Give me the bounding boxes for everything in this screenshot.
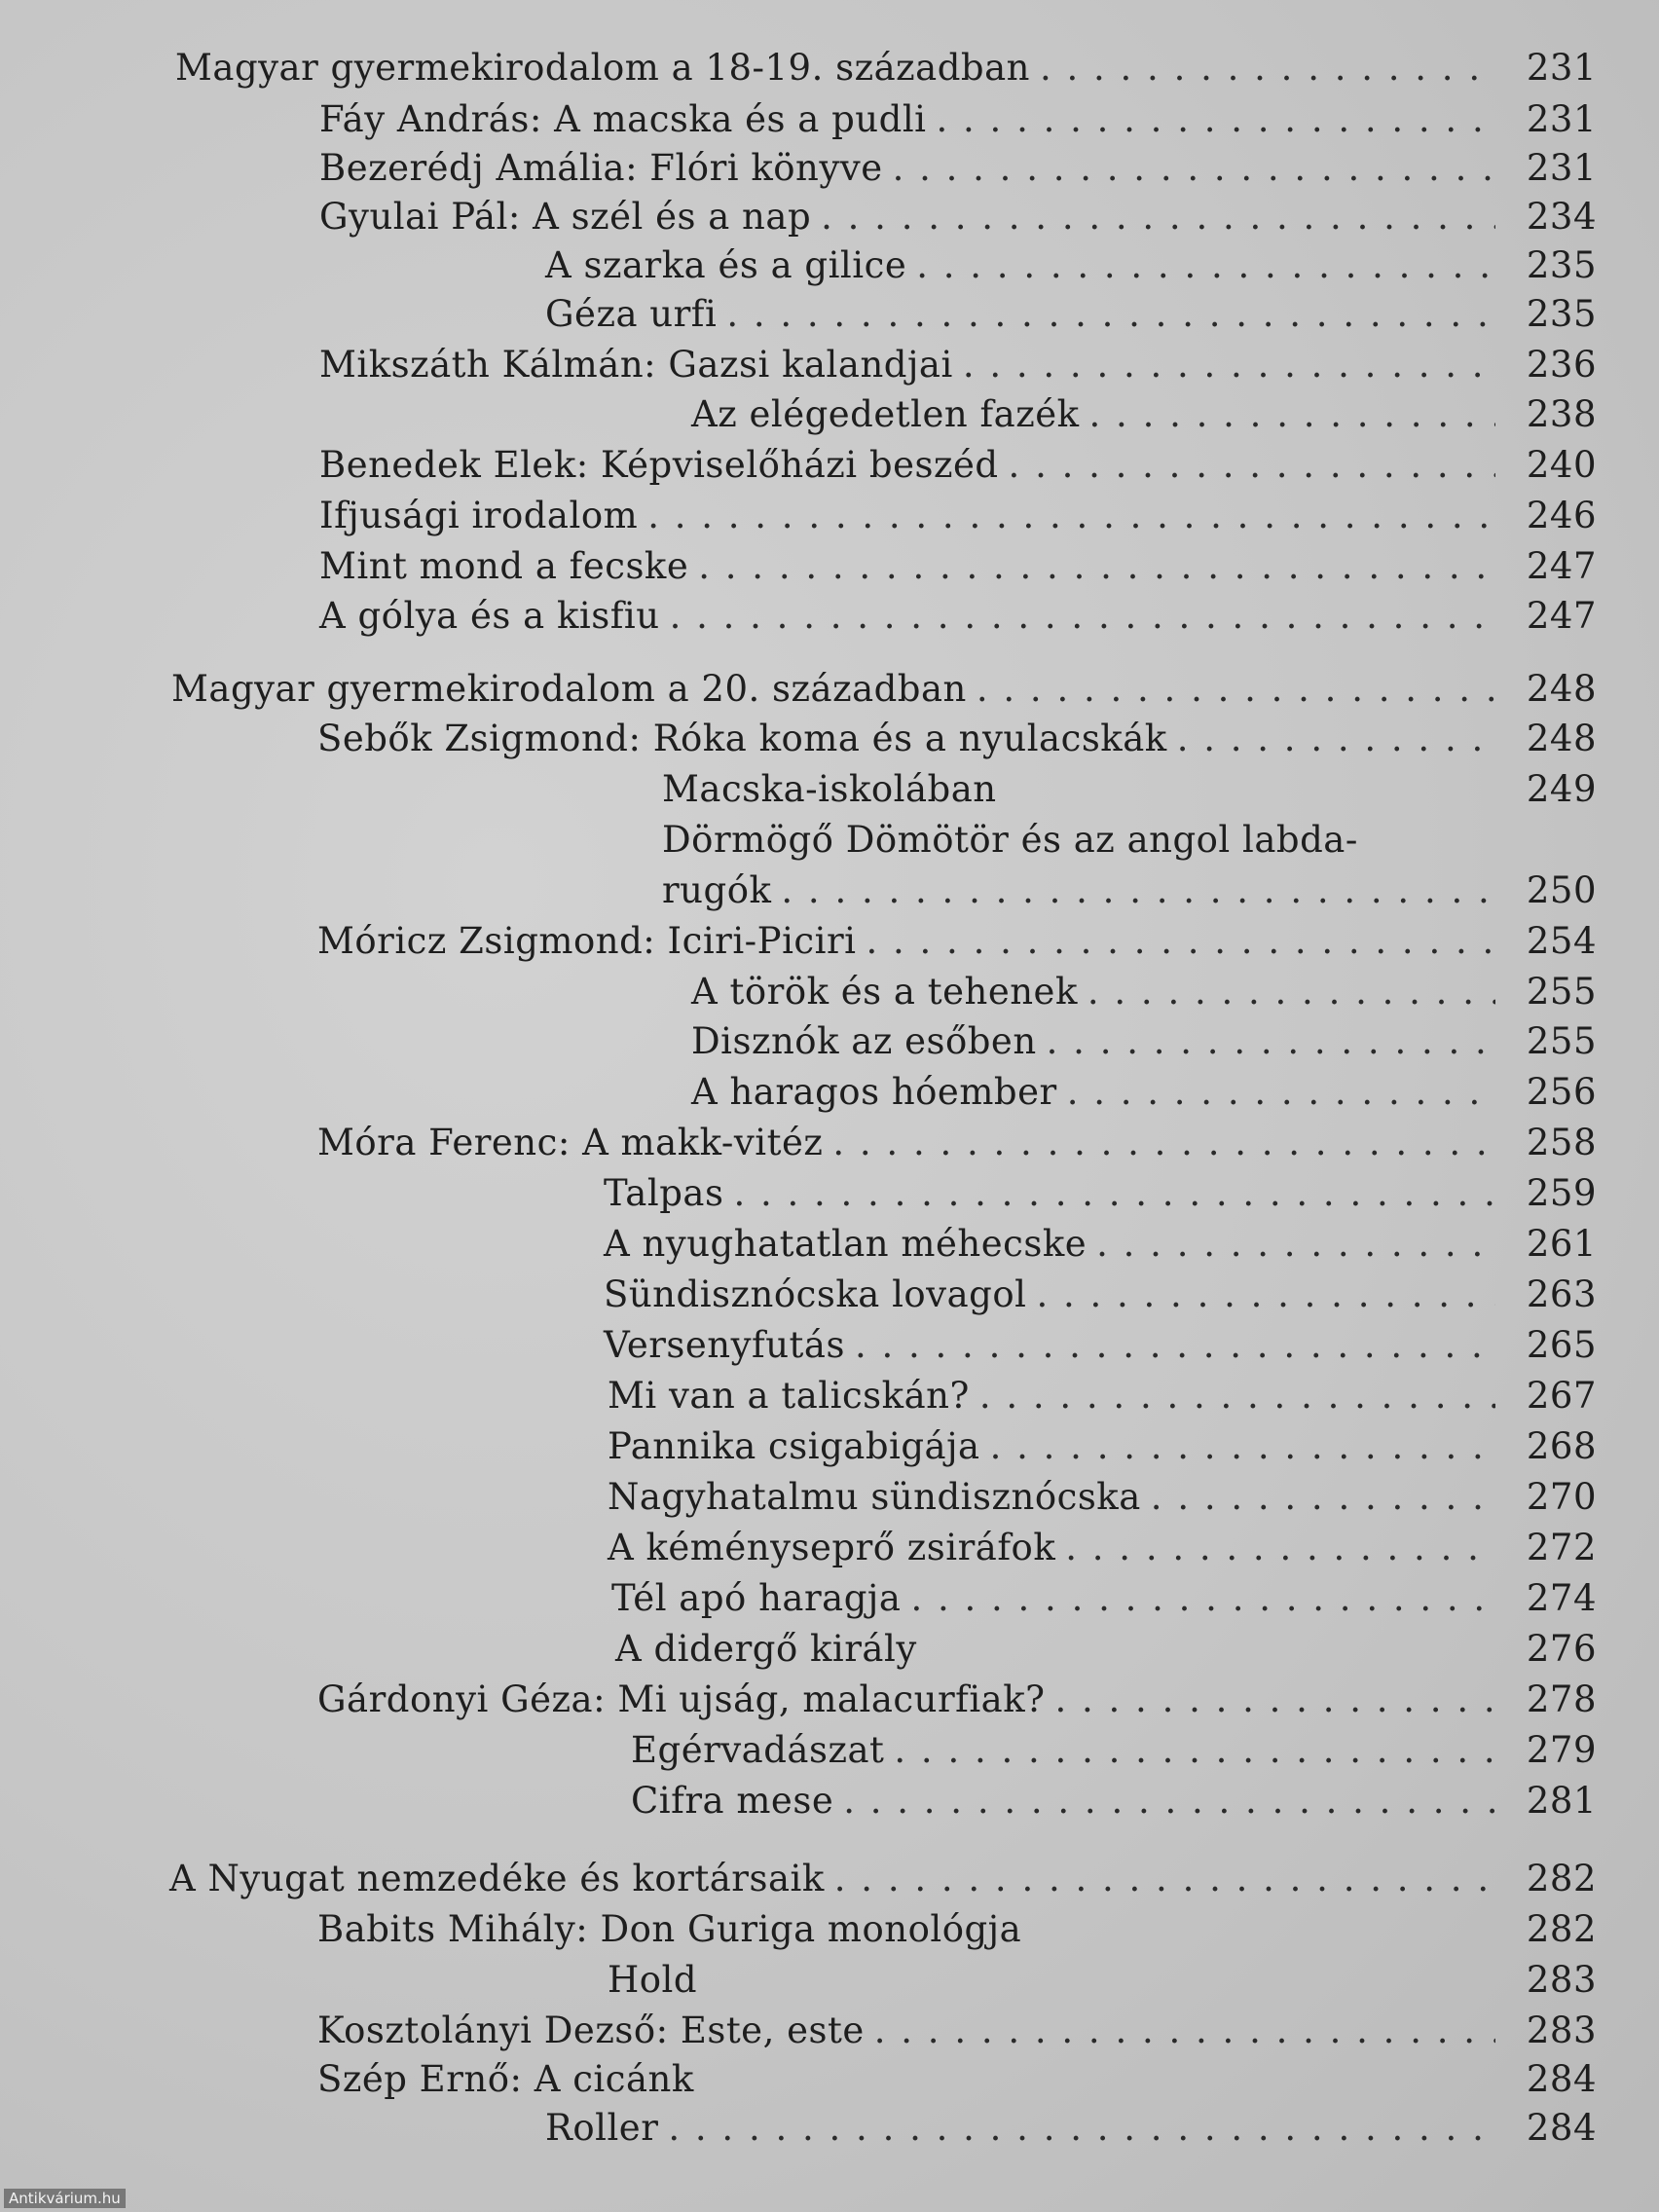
toc-entry xyxy=(0,393,1597,444)
toc-entry-title: Ifjusági irodalom xyxy=(319,495,639,536)
dot-leader xyxy=(1065,1527,1495,1568)
watermark: Antikvárium.hu xyxy=(4,2189,126,2208)
toc-entry xyxy=(0,2058,1597,2109)
toc-entry xyxy=(0,196,1597,246)
toc-entry xyxy=(0,444,1597,495)
toc-entry-title: Talpas xyxy=(604,1172,724,1214)
dot-leader xyxy=(843,1780,1495,1822)
dot-leader xyxy=(698,545,1495,587)
toc-entry-page: 238 xyxy=(1526,393,1597,435)
toc-entry-title: Pannika csigabigája xyxy=(608,1425,980,1467)
toc-entry xyxy=(0,1223,1597,1273)
toc-entry-page: 278 xyxy=(1526,1678,1597,1720)
toc-entry xyxy=(0,2107,1597,2157)
dot-leader xyxy=(874,2009,1495,2051)
toc-entry xyxy=(0,1678,1597,1729)
toc-entry-title: A haragos hóember xyxy=(691,1071,1057,1113)
toc-entry-page: 249 xyxy=(1526,768,1597,810)
toc-entry-page: 234 xyxy=(1526,196,1597,238)
toc-entry-page: 258 xyxy=(1526,1122,1597,1163)
toc-entry-page: 248 xyxy=(1526,718,1597,759)
dot-leader xyxy=(834,1858,1495,1899)
toc-entry xyxy=(0,1959,1597,2009)
toc-entry-page: 279 xyxy=(1526,1729,1597,1771)
toc-entry-title: A török és a tehenek xyxy=(691,971,1078,1013)
toc-entry-page: 246 xyxy=(1526,495,1597,536)
toc-entry xyxy=(0,545,1597,596)
dot-leader xyxy=(894,1729,1495,1771)
toc-entry-title: Móricz Zsigmond: Iciri-Piciri xyxy=(317,920,857,962)
dot-leader xyxy=(990,1425,1495,1467)
toc-entry-title: Sebők Zsigmond: Róka koma és a nyulacskák xyxy=(317,718,1167,759)
toc-entry-title: A nyughatatlan méhecske xyxy=(604,1223,1088,1265)
toc-entry-page: 256 xyxy=(1526,1071,1597,1113)
toc-entry-page: 247 xyxy=(1526,595,1597,637)
toc-entry-title: Gárdonyi Géza: Mi ujság, malacurfiak? xyxy=(317,1678,1046,1720)
toc-entry xyxy=(0,1273,1597,1324)
toc-entry-title: Versenyfutás xyxy=(604,1324,845,1366)
toc-entry xyxy=(0,1425,1597,1476)
toc-entry xyxy=(0,495,1597,545)
dot-leader xyxy=(1036,1273,1495,1315)
toc-entry xyxy=(0,971,1597,1021)
toc-entry-page: 261 xyxy=(1526,1223,1597,1265)
toc-entry xyxy=(0,1780,1597,1830)
toc-entry-title: A didergő király xyxy=(615,1628,917,1670)
dot-leader xyxy=(726,293,1495,335)
toc-entry-page: 235 xyxy=(1526,293,1597,335)
toc-entry-page: 231 xyxy=(1526,147,1597,189)
toc-entry xyxy=(0,920,1597,971)
dot-leader xyxy=(979,1375,1495,1417)
dot-leader xyxy=(1047,1020,1495,1062)
dot-leader xyxy=(1088,971,1495,1013)
dot-leader xyxy=(1040,47,1495,89)
toc-entry-title: Hold xyxy=(608,1959,698,2001)
toc-entry-title: Macska-iskolában xyxy=(662,768,997,810)
toc-entry-title: Szép Ernő: A cicánk xyxy=(317,2058,694,2100)
toc-entry-page: 254 xyxy=(1526,920,1597,962)
toc-entry-page: 276 xyxy=(1526,1628,1597,1670)
toc-entry-page: 231 xyxy=(1526,47,1597,89)
toc-entry-title: A gólya és a kisfiu xyxy=(319,595,660,637)
toc-entry-title: Dörmögő Dömötör és az angol labda- xyxy=(662,819,1358,861)
toc-entry xyxy=(0,1324,1597,1375)
toc-entry xyxy=(0,1577,1597,1628)
dot-leader xyxy=(1009,444,1495,486)
toc-entry xyxy=(0,1020,1597,1071)
dot-leader xyxy=(647,495,1495,536)
toc-entry-page: 255 xyxy=(1526,1020,1597,1062)
toc-entry-title: A Nyugat nemzedéke és kortársaik xyxy=(169,1858,825,1899)
toc-entry xyxy=(0,718,1597,768)
toc-entry xyxy=(0,819,1597,869)
toc-entry-title: Babits Mihály: Don Guriga monológja xyxy=(317,1908,1022,1950)
toc-entry-page: 274 xyxy=(1526,1577,1597,1619)
toc-entry-page: 268 xyxy=(1526,1425,1597,1467)
toc-entry-title: Bezerédj Amália: Flóri könyve xyxy=(319,147,883,189)
toc-entry-page: 235 xyxy=(1526,244,1597,286)
toc-entry-title: Sündisznócska lovagol xyxy=(604,1273,1027,1315)
toc-entry xyxy=(0,1172,1597,1223)
toc-entry xyxy=(0,293,1597,344)
toc-entry-title: Móra Ferenc: A makk-vitéz xyxy=(317,1122,824,1163)
toc-entry-title: Roller xyxy=(545,2107,659,2149)
dot-leader xyxy=(1089,393,1495,435)
toc-entry-page: 259 xyxy=(1526,1172,1597,1214)
toc-entry-title: Mint mond a fecske xyxy=(319,545,689,587)
dot-leader xyxy=(937,98,1496,140)
dot-leader xyxy=(733,1172,1495,1214)
toc-entry xyxy=(0,1476,1597,1527)
toc-entry xyxy=(0,1122,1597,1172)
toc-entry-page: 247 xyxy=(1526,545,1597,587)
toc-entry-page: 250 xyxy=(1526,869,1597,911)
toc-entry-page: 282 xyxy=(1526,1858,1597,1899)
toc-entry-title: Tél apó haragja xyxy=(611,1577,902,1619)
dot-leader xyxy=(1067,1071,1495,1113)
dot-leader xyxy=(1151,1476,1495,1518)
toc-entry-page: 283 xyxy=(1526,2009,1597,2051)
toc-entry-title: A szarka és a gilice xyxy=(545,244,907,286)
toc-entry-page: 265 xyxy=(1526,1324,1597,1366)
dot-leader xyxy=(916,244,1495,286)
dot-leader xyxy=(668,2107,1495,2149)
dot-leader xyxy=(1096,1223,1495,1265)
dot-leader xyxy=(832,1122,1495,1163)
toc-entry-title: Nagyhatalmu sündisznócska xyxy=(608,1476,1141,1518)
toc-entry xyxy=(0,2009,1597,2060)
dot-leader xyxy=(1177,718,1495,759)
toc-entry-page: 282 xyxy=(1526,1908,1597,1950)
toc-entry xyxy=(0,1071,1597,1122)
dot-leader xyxy=(855,1324,1495,1366)
toc-entry-page: 284 xyxy=(1526,2107,1597,2149)
toc-entry-title: Fáy András: A macska és a pudli xyxy=(319,98,927,140)
toc-entry-title: A kéményseprő zsiráfok xyxy=(608,1527,1056,1568)
toc-entry xyxy=(0,869,1597,920)
toc-entry-section xyxy=(0,668,1597,719)
toc-entry xyxy=(0,1908,1597,1959)
dot-leader xyxy=(1054,1678,1495,1720)
toc-entry xyxy=(0,1527,1597,1577)
toc-entry-page: 255 xyxy=(1526,971,1597,1013)
toc-entry xyxy=(0,1729,1597,1780)
toc-entry-page: 283 xyxy=(1526,1959,1597,2001)
dot-leader xyxy=(963,344,1495,386)
toc-entry-page: 236 xyxy=(1526,344,1597,386)
toc-entry-page: 281 xyxy=(1526,1780,1597,1822)
toc-entry-page: 248 xyxy=(1526,668,1597,710)
toc-entry-page: 270 xyxy=(1526,1476,1597,1518)
toc-entry-page: 231 xyxy=(1526,98,1597,140)
toc-entry-title: Gyulai Pál: A szél és a nap xyxy=(319,196,812,238)
dot-leader xyxy=(670,595,1495,637)
toc-entry-title: Cifra mese xyxy=(631,1780,834,1822)
toc-entry xyxy=(0,244,1597,295)
toc-entry xyxy=(0,768,1597,819)
toc-entry-page: 263 xyxy=(1526,1273,1597,1315)
toc-entry-title: Az elégedetlen fazék xyxy=(691,393,1080,435)
toc-entry-section xyxy=(0,47,1597,97)
toc-entry-title: Kosztolányi Dezső: Este, este xyxy=(317,2009,865,2051)
dot-leader xyxy=(893,147,1495,189)
toc-entry-title: Géza urfi xyxy=(545,293,718,335)
toc-entry xyxy=(0,595,1597,645)
dot-leader xyxy=(781,869,1495,911)
toc-entry-title: Magyar gyermekirodalom a 18-19. században xyxy=(175,47,1030,89)
toc-entry xyxy=(0,1628,1597,1678)
toc-entry-page: 272 xyxy=(1526,1527,1597,1568)
toc-entry-title: Magyar gyermekirodalom a 20. században xyxy=(171,668,967,710)
dot-leader xyxy=(977,668,1495,710)
toc-entry-section xyxy=(0,1858,1597,1908)
dot-leader xyxy=(866,920,1495,962)
toc-entry-title: Egérvadászat xyxy=(631,1729,885,1771)
dot-leader xyxy=(910,1577,1495,1619)
toc-entry-page: 240 xyxy=(1526,444,1597,486)
toc-entry xyxy=(0,147,1597,198)
toc-entry-title: rugók xyxy=(662,869,772,911)
toc-entry xyxy=(0,344,1597,394)
toc-entry-page: 267 xyxy=(1526,1375,1597,1417)
toc-entry-title: Mi van a talicskán? xyxy=(608,1375,970,1417)
toc-entry xyxy=(0,98,1597,149)
toc-entry xyxy=(0,1375,1597,1425)
dot-leader xyxy=(821,196,1495,238)
toc-entry-title: Mikszáth Kálmán: Gazsi kalandjai xyxy=(319,344,953,386)
toc-entry-title: Benedek Elek: Képviselőházi beszéd xyxy=(319,444,999,486)
toc-entry-page: 284 xyxy=(1526,2058,1597,2100)
toc-entry-title: Disznók az esőben xyxy=(691,1020,1037,1062)
